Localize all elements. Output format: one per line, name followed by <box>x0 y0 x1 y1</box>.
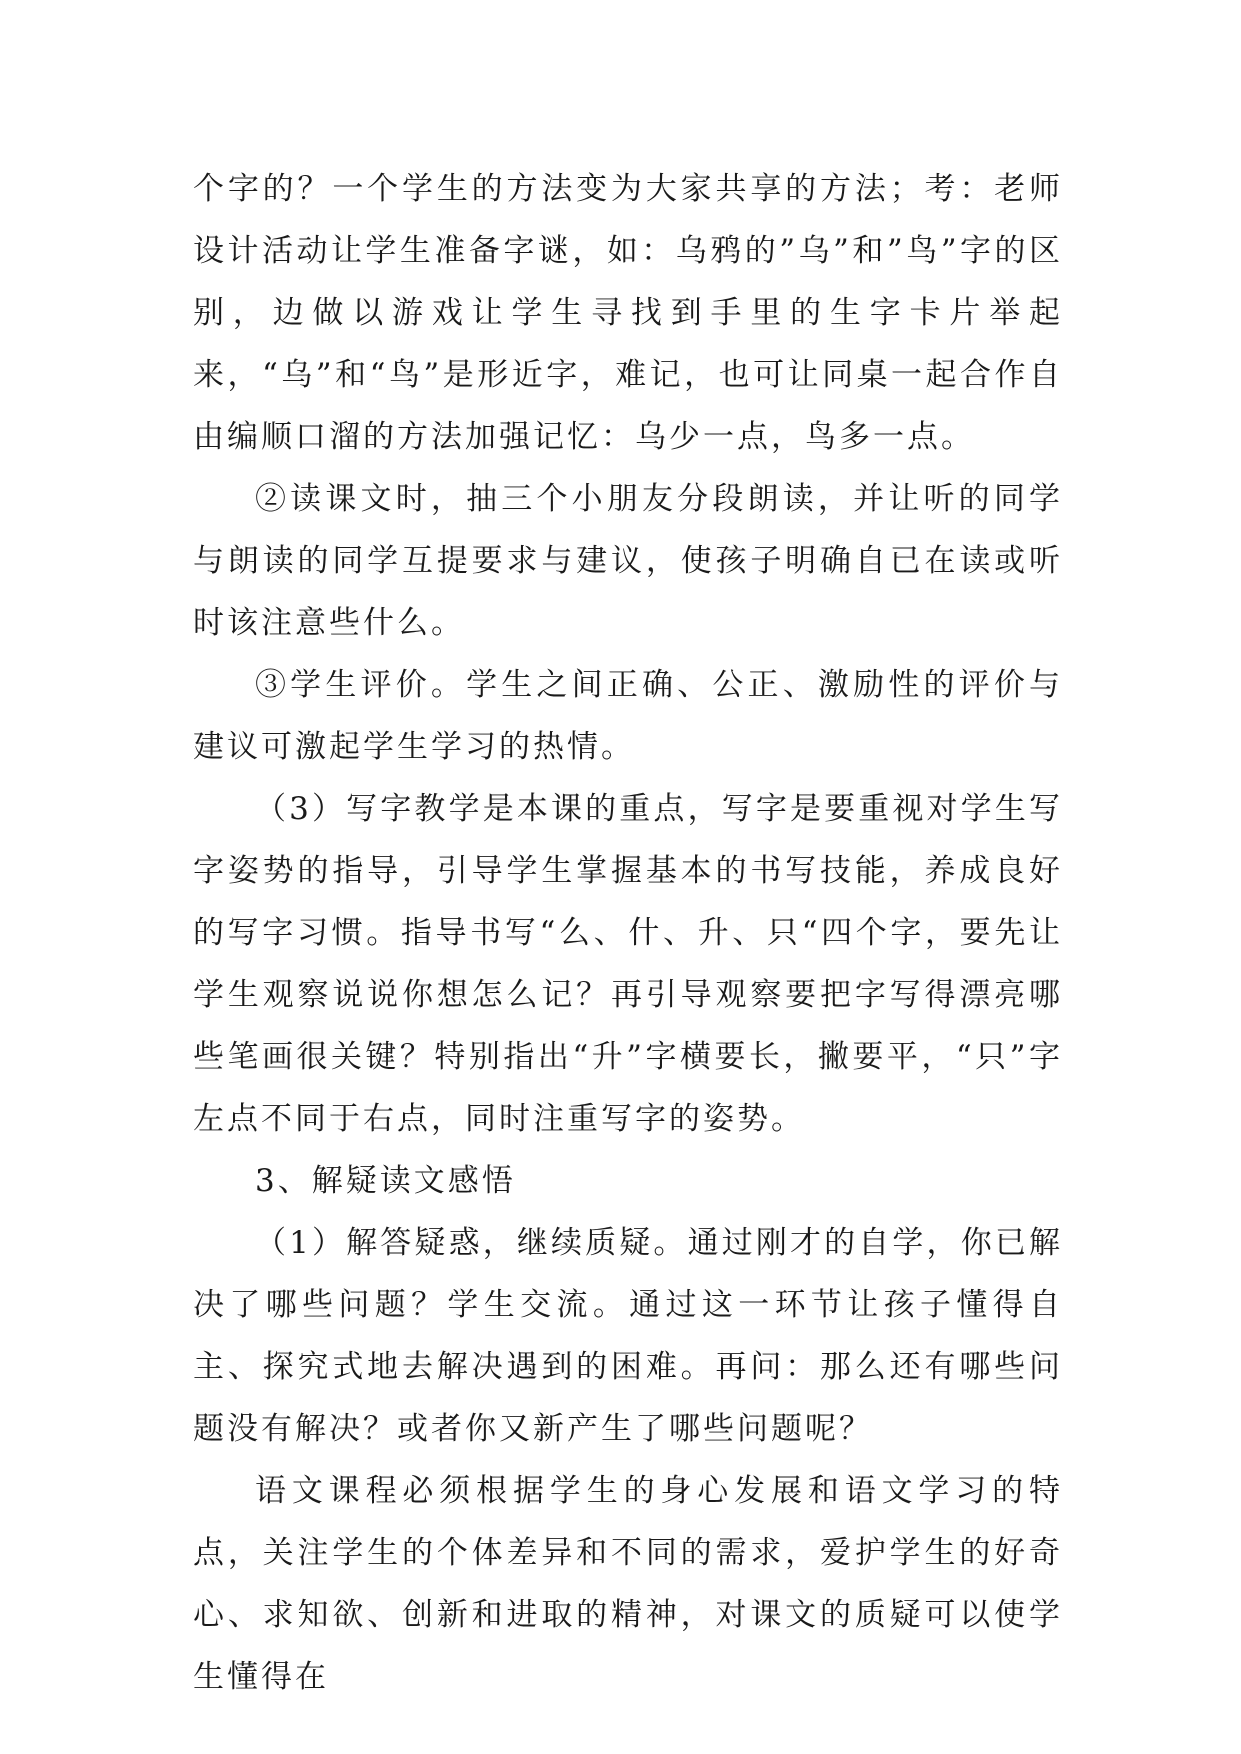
document-body <box>193 158 1063 1708</box>
paragraph-student-evaluation: ③学生评价。学生之间正确、公正、激励性的评价与建议可激起学生学习的热情。 <box>193 667 1063 765</box>
paragraph-continued: 个字的？一个学生的方法变为大家共享的方法；考：老师设计活动让学生准备字谜，如：乌鸦的”乌”和”鸟”字的区别，边做以游戏让学生寻找到手里的生字卡片举起来，“乌”和“鸟”是形近字，难记，也可让同桌一起合作自由编顺口溜的方法加强记忆：乌少一点，鸟多一点。 <box>193 171 1063 455</box>
paragraph-reading-aloud: ②读课文时，抽三个小朋友分段朗读，并让听的同学与朗读的同学互提要求与建议，使孩子明确自已在读或听时该注意些什么。 <box>193 481 1063 641</box>
section-heading: 3、解疑读文感悟 <box>255 1163 516 1199</box>
paragraph-curriculum: 语文课程必须根据学生的身心发展和语文学习的特点，关注学生的个体差异和不同的需求，爱护学生的好奇心、求知欲、创新和进取的精神，对课文的质疑可以使学生懂得在 <box>193 1473 1063 1695</box>
paragraph-writing-teaching: （3）写字教学是本课的重点，写字是要重视对学生写字姿势的指导，引导学生掌握基本的书写技能，养成良好的写字习惯。指导书写“么、什、升、只“四个字，要先让学生观察说说你想怎么记？再引导观察要把字写得漂亮哪些笔画很关键？特别指出“升”字横要长，撇要平，“只”字左点不同于右点，同时注重写字的姿势。 <box>193 791 1063 1137</box>
paragraph-answer-questions: （1）解答疑惑，继续质疑。通过刚才的自学，你已解决了哪些问题？学生交流。通过这一环节让孩子懂得自主、探究式地去解决遇到的困难。再问：那么还有哪些问题没有解决？或者你又新产生了哪些问题呢？ <box>193 1225 1063 1447</box>
